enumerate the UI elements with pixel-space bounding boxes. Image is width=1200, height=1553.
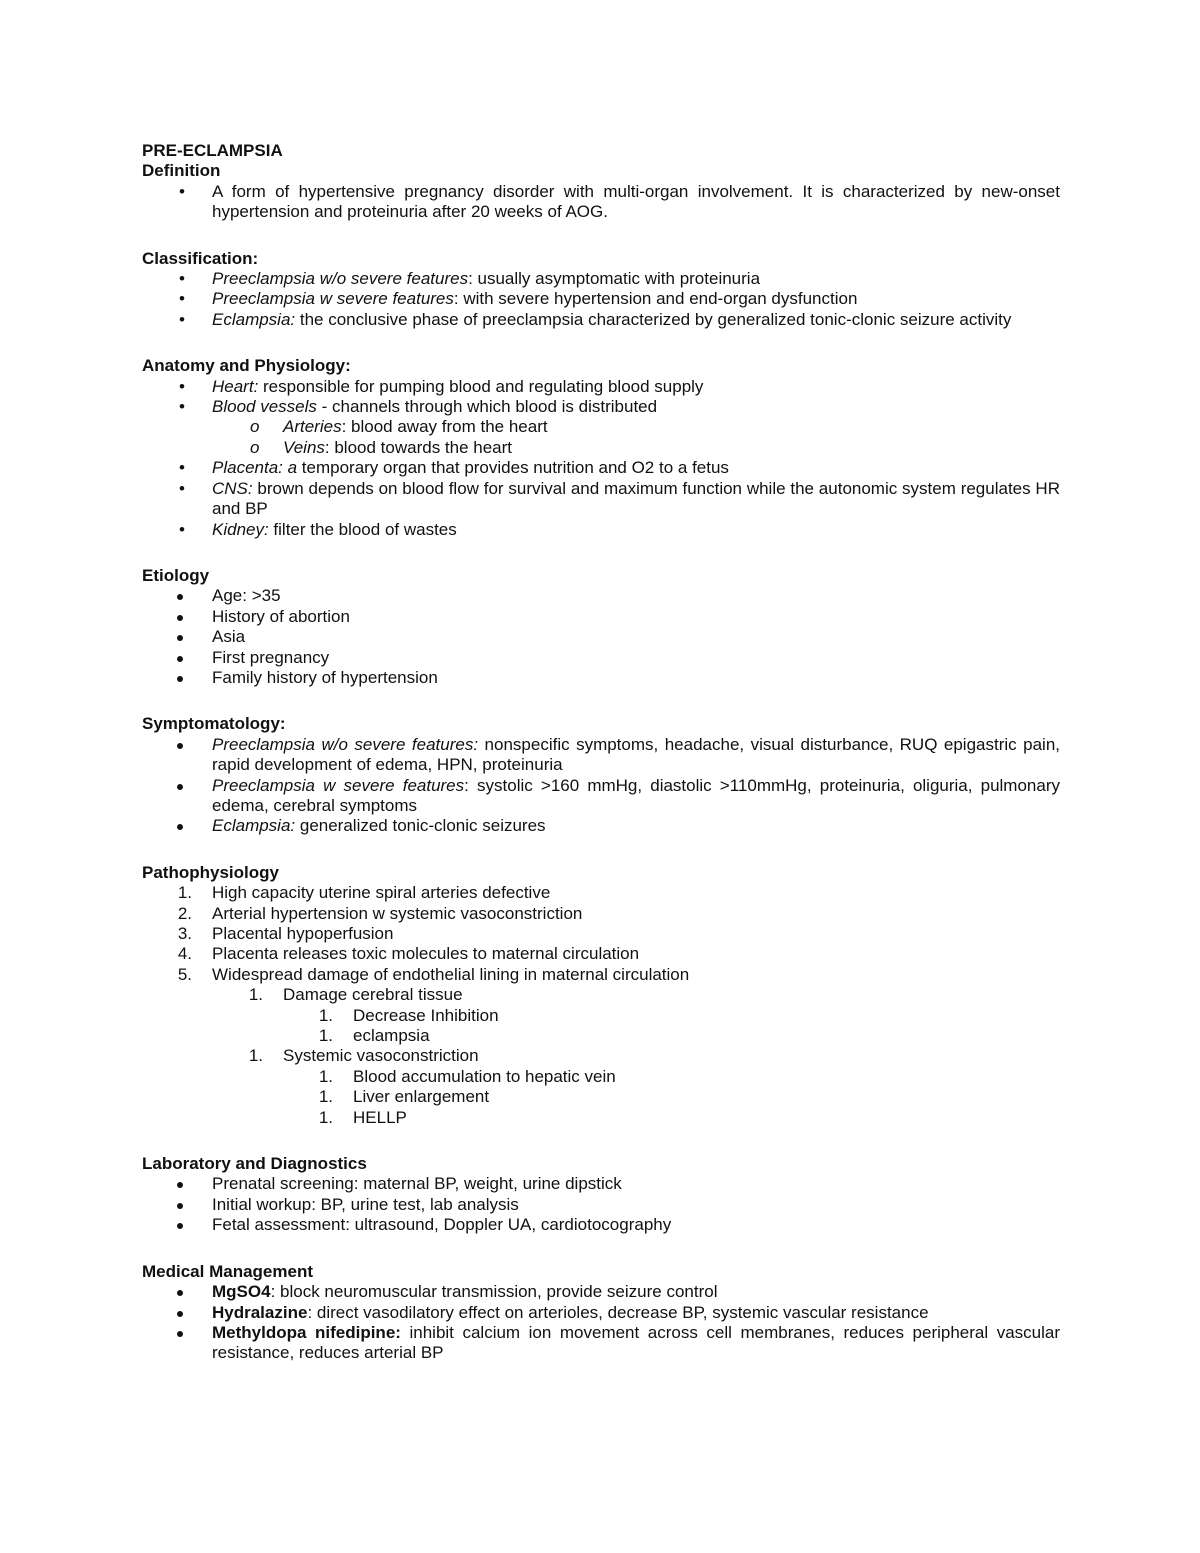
item-text: - channels through which blood is distributed xyxy=(316,397,658,417)
definition-text: A form of hypertensive pregnancy disorder with multi-organ involvement. It is characterized by new-onset hypertension and proteinuria after 20 weeks of AOG. xyxy=(212,181,1060,222)
bullet-icon xyxy=(177,1311,183,1317)
symptomatology-heading: Symptomatology: xyxy=(142,714,286,734)
bullet-icon xyxy=(177,743,183,749)
bullet-icon: • xyxy=(179,458,185,478)
item-term: MgSO4 xyxy=(212,1282,271,1302)
bullet-icon xyxy=(177,1331,183,1337)
document-title: PRE-ECLAMPSIA xyxy=(142,141,283,160)
bullet-icon: • xyxy=(179,309,185,329)
list-item xyxy=(142,607,1060,627)
item-text: : blood away from the heart xyxy=(341,417,548,437)
item-number: 1. xyxy=(318,1066,333,1086)
list-item xyxy=(142,1174,1060,1194)
item-term: Veins xyxy=(283,437,325,457)
item-term: Eclampsia: xyxy=(212,309,296,329)
list-item xyxy=(142,289,1060,309)
bullet-icon xyxy=(177,615,183,621)
list-item xyxy=(142,1195,1060,1215)
list-item xyxy=(142,776,1060,817)
item-text: Arterial hypertension w systemic vasoconstriction xyxy=(212,903,583,923)
bullet-icon xyxy=(177,635,183,641)
bullet-icon: • xyxy=(179,519,185,539)
item-text: Fetal assessment: ultrasound, Doppler UA, cardiotocography xyxy=(212,1215,672,1235)
item-text: Placental hypoperfusion xyxy=(212,924,394,943)
definition-heading: Definition xyxy=(142,161,221,181)
numbered-item xyxy=(142,1087,1060,1107)
item-text: Decrease Inhibition xyxy=(353,1005,499,1025)
list-item xyxy=(142,417,1060,437)
item-term: Preeclampsia w/o severe features: xyxy=(212,734,479,754)
bullet-icon xyxy=(177,594,183,600)
item-text: responsible for pumping blood and regulating blood supply xyxy=(258,376,704,396)
item-term: Methyldopa nifedipine: xyxy=(212,1322,401,1342)
item-text: generalized tonic-clonic seizures xyxy=(295,816,546,836)
bullet-icon: • xyxy=(179,181,185,201)
list-item xyxy=(142,1323,1060,1364)
list-item xyxy=(142,310,1060,330)
item-number: 1. xyxy=(248,985,263,1005)
item-text: : systolic >160 mmHg, diastolic >110mmHg, proteinuria, oliguria, pulmonary edema, cerebral symptoms xyxy=(212,775,1060,815)
item-text: : block neuromuscular transmission, provide seizure control xyxy=(270,1282,718,1302)
item-text: : usually asymptomatic with proteinuria xyxy=(468,269,761,289)
classification-heading: Classification: xyxy=(142,248,259,268)
bullet-icon: • xyxy=(179,397,185,417)
bullet-icon: • xyxy=(179,289,185,309)
anatomy-heading: Anatomy and Physiology: xyxy=(142,356,351,376)
item-text: temporary organ that provides nutrition and O2 to a fetus xyxy=(297,458,729,478)
item-text: nonspecific symptoms, headache, visual disturbance, RUQ epigastric pain, rapid development of edema, HPN, proteinuria xyxy=(212,734,1060,775)
item-term: Preeclampsia w severe features xyxy=(212,289,454,309)
item-term: Eclampsia: xyxy=(212,816,296,836)
item-text: eclampsia xyxy=(353,1026,430,1046)
item-text: Placenta releases toxic molecules to maternal circulation xyxy=(212,944,640,964)
list-item xyxy=(142,438,1060,458)
item-number: 1. xyxy=(177,883,192,903)
item-term: Blood vessels xyxy=(212,397,317,417)
numbered-item xyxy=(142,1026,1060,1046)
list-item xyxy=(142,1215,1060,1235)
item-term: Kidney: xyxy=(212,519,269,539)
item-number: 1. xyxy=(318,1005,333,1025)
pathophysiology-heading: Pathophysiology xyxy=(142,862,279,882)
item-number: 1. xyxy=(248,1046,263,1066)
item-text: filter the blood of wastes xyxy=(268,519,457,539)
list-item xyxy=(142,458,1060,478)
list-item xyxy=(142,269,1060,289)
numbered-item xyxy=(142,985,1060,1005)
item-term: Preeclampsia w/o severe features xyxy=(212,269,469,289)
item-text: HELLP xyxy=(353,1107,407,1127)
item-text: Damage cerebral tissue xyxy=(283,985,463,1005)
list-item xyxy=(142,648,1060,668)
list-item xyxy=(142,1303,1060,1323)
item-text: Family history of hypertension xyxy=(212,667,438,687)
numbered-item xyxy=(142,1006,1060,1026)
numbered-item xyxy=(142,1067,1060,1087)
bullet-icon xyxy=(177,656,183,662)
etiology-heading: Etiology xyxy=(142,565,210,585)
list-item xyxy=(142,586,1060,606)
item-number: 1. xyxy=(318,1026,333,1046)
item-text: Prenatal screening: maternal BP, weight, urine dipstick xyxy=(212,1174,622,1194)
item-text: brown depends on blood flow for survival and maximum function while the autonomic system regulates HR and BP xyxy=(212,478,1060,519)
numbered-item xyxy=(142,965,1060,985)
list-item xyxy=(142,627,1060,647)
item-term: Hydralazine xyxy=(212,1302,308,1322)
item-text: inhibit calcium ion movement across cell membranes, reduces peripheral vascular resistance, reduces arterial BP xyxy=(212,1322,1060,1363)
item-number: 3. xyxy=(177,924,192,943)
bullet-icon xyxy=(177,1290,183,1296)
numbered-item xyxy=(142,944,1060,964)
item-text: Age: >35 xyxy=(212,586,281,606)
item-text: History of abortion xyxy=(212,606,350,626)
item-text: the conclusive phase of preeclampsia characterized by generalized tonic-clonic seizure activity xyxy=(295,309,1012,329)
item-text: : direct vasodilatory effect on arterioles, decrease BP, systemic vascular resistance xyxy=(307,1302,929,1322)
numbered-item xyxy=(142,1046,1060,1066)
circle-bullet-icon: o xyxy=(250,417,260,437)
list-item xyxy=(142,668,1060,688)
bullet-icon xyxy=(177,1223,183,1229)
numbered-item xyxy=(142,904,1060,924)
item-number: 4. xyxy=(177,944,192,964)
item-text: Widespread damage of endothelial lining in maternal circulation xyxy=(212,964,690,984)
bullet-icon: • xyxy=(179,478,185,498)
item-text: Asia xyxy=(212,627,246,647)
item-number: 5. xyxy=(177,964,192,984)
item-term: Preeclampsia w severe features xyxy=(212,775,465,795)
list-item xyxy=(142,397,1060,417)
bullet-icon xyxy=(177,824,183,830)
bullet-icon xyxy=(177,1203,183,1209)
list-item xyxy=(142,520,1060,540)
list-item xyxy=(142,479,1060,520)
list-item xyxy=(142,182,1060,223)
numbered-item xyxy=(142,883,1060,903)
bullet-icon xyxy=(177,784,183,790)
item-text: : blood towards the heart xyxy=(324,437,513,457)
item-term: CNS: xyxy=(212,478,253,498)
item-text: Systemic vasoconstriction xyxy=(283,1046,479,1066)
list-item xyxy=(142,1282,1060,1302)
bullet-icon xyxy=(177,676,183,682)
item-number: 2. xyxy=(177,903,192,923)
list-item xyxy=(142,816,1060,836)
document-page xyxy=(142,141,1060,1364)
list-item xyxy=(142,735,1060,776)
list-item xyxy=(142,377,1060,397)
bullet-icon xyxy=(177,1182,183,1188)
item-text: First pregnancy xyxy=(212,647,330,667)
bullet-icon: • xyxy=(179,269,185,289)
numbered-item xyxy=(142,1108,1060,1128)
item-number: 1. xyxy=(318,1087,333,1107)
bullet-icon: • xyxy=(179,376,185,396)
item-text: Blood accumulation to hepatic vein xyxy=(353,1066,616,1086)
management-heading: Medical Management xyxy=(142,1261,313,1281)
numbered-item xyxy=(142,924,1060,944)
item-text: : with severe hypertension and end-organ dysfunction xyxy=(453,289,858,309)
item-text: Liver enlargement xyxy=(353,1087,490,1107)
item-term: Arteries xyxy=(283,417,342,437)
item-text: Initial workup: BP, urine test, lab analysis xyxy=(212,1194,519,1214)
laboratory-heading: Laboratory and Diagnostics xyxy=(142,1154,367,1174)
item-term: Heart: xyxy=(212,376,259,396)
item-text: High capacity uterine spiral arteries defective xyxy=(212,883,551,903)
item-number: 1. xyxy=(318,1107,333,1127)
item-term: Placenta: a xyxy=(212,458,298,478)
circle-bullet-icon: o xyxy=(250,437,260,457)
